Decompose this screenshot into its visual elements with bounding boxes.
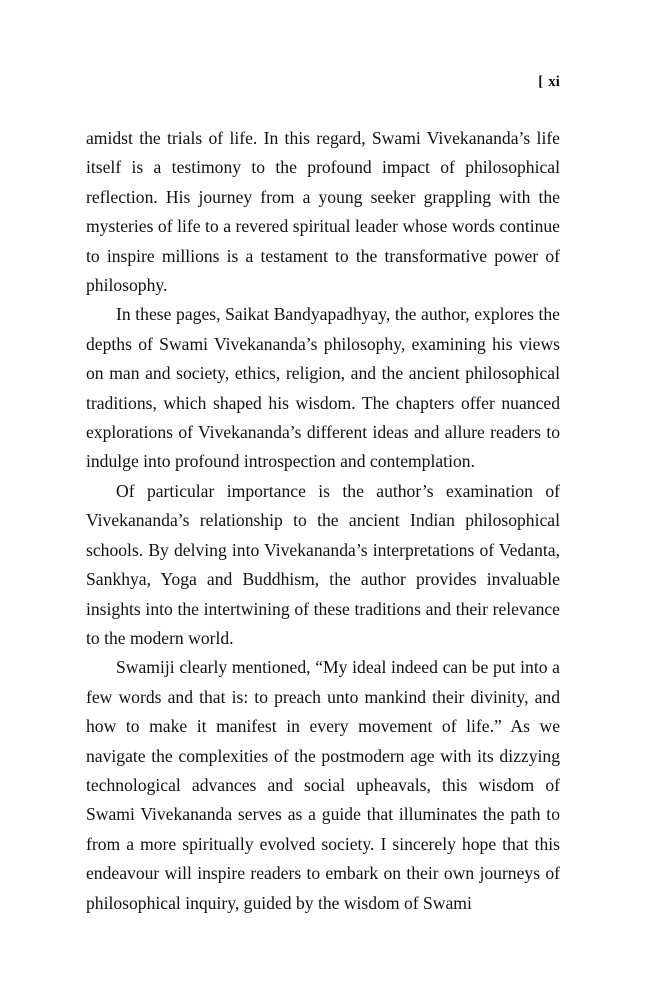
paragraph-3: Of particular importance is the author’s examination of Vivekananda’s relationship to the ancient Indian philosophical schools. By delving into Vivekananda’s interpretations of Vedanta, Sankhya, Yoga and Buddhism, the author provides invaluable insights into the intertwining of these traditions and their relevance to the modern world. xyxy=(86,480,560,648)
running-head xyxy=(86,74,560,91)
paragraph-1: amidst the trials of life. In this regard, Swami Vivekananda’s life itself is a testimony to the profound impact of philosophical reflection. His journey from a young seeker grappling with the mysteries of life to a revered spiritual leader whose words continue to inspire millions is a testament to the transformative power of philosophy. xyxy=(86,128,560,296)
page-number: xi xyxy=(548,74,560,90)
paragraph-4: Swamiji clearly mentioned, “My ideal indeed can be put into a few words and that is: to preach unto mankind their divinity, and how to make it manifest in every movement of life.” As we navigate the complexities of the postmodern age with its dizzying technological advances and social upheavals, this wisdom of Swami Vivekananda serves as a guide that illuminates the path to from a more spiritually evolved society. I sincerely hope that this endeavour will inspire readers to embark on their own journeys of philosophical inquiry, guided by the wisdom of Swami xyxy=(86,657,560,913)
paragraph-2: In these pages, Saikat Bandyapadhyay, the author, explores the depths of Swami Vivekananda’s philosophy, examining his views on man and society, ethics, religion, and the ancient philosophical traditions, which shaped his wisdom. The chapters offer nuanced explorations of Vivekananda’s different ideas and allure readers to indulge into profound introspection and contemplation. xyxy=(86,304,560,472)
running-head-bracket: [ xyxy=(538,74,544,90)
text-column xyxy=(86,124,560,918)
